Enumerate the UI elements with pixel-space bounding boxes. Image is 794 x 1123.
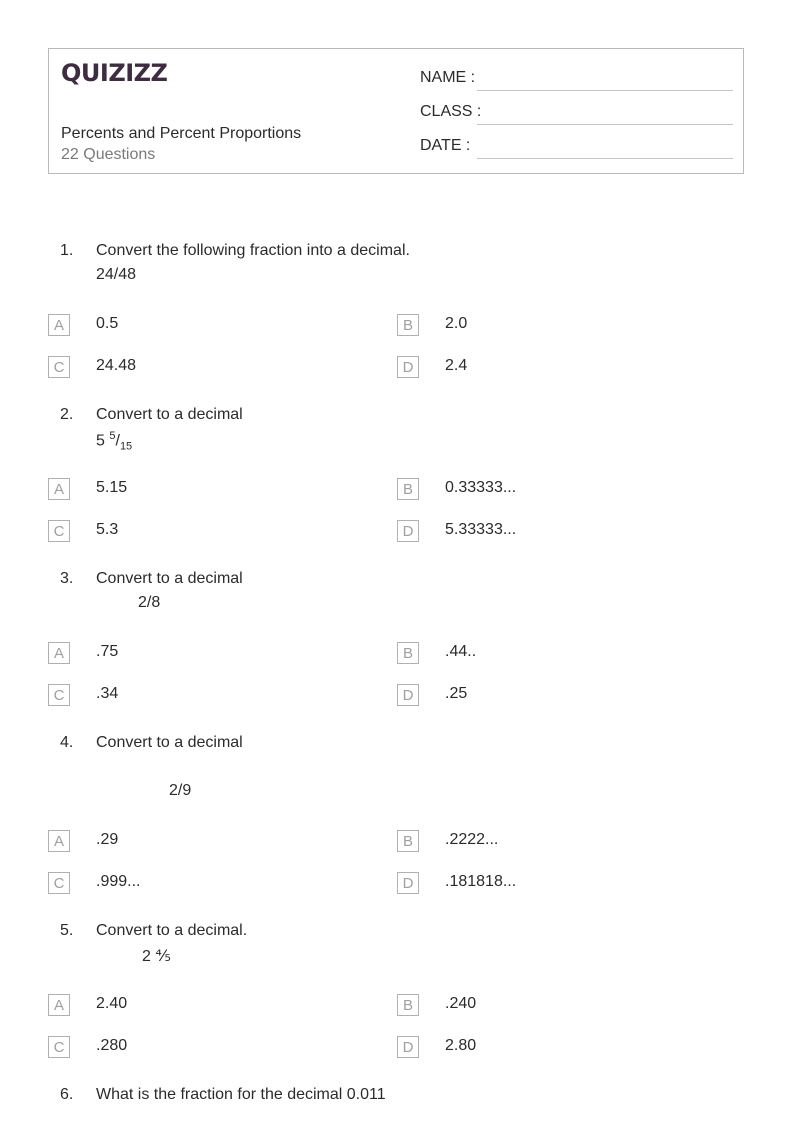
question-detail: 24/48 bbox=[96, 266, 137, 283]
option-a-box[interactable]: A bbox=[48, 478, 70, 500]
question-count: 22 Questions bbox=[61, 146, 156, 163]
question-text: What is the fraction for the decimal 0.011 bbox=[96, 1086, 386, 1103]
option-d-text: .181818... bbox=[445, 873, 517, 890]
date-label: DATE : bbox=[420, 137, 471, 154]
option-c-text: .999... bbox=[96, 873, 141, 890]
question-text: Convert to a decimal. bbox=[96, 922, 248, 939]
option-c-text: .34 bbox=[96, 685, 119, 702]
option-a-text: 0.5 bbox=[96, 315, 119, 332]
name-label: NAME : bbox=[420, 69, 476, 86]
option-a-box[interactable]: A bbox=[48, 994, 70, 1016]
question-number: 2. bbox=[60, 406, 74, 423]
option-d-box[interactable]: D bbox=[397, 520, 419, 542]
option-c-box[interactable]: C bbox=[48, 1036, 70, 1058]
option-b-text: .2222... bbox=[445, 831, 499, 848]
option-b-text: 2.0 bbox=[445, 315, 468, 332]
option-b-box[interactable]: B bbox=[397, 830, 419, 852]
option-c-text: 24.48 bbox=[96, 357, 137, 374]
mixed-denominator: 15 bbox=[119, 440, 133, 453]
question-detail bbox=[96, 430, 132, 453]
question-text: Convert to a decimal bbox=[96, 406, 243, 423]
question-detail: 2/9 bbox=[169, 782, 192, 799]
option-d-text: 2.80 bbox=[445, 1037, 477, 1054]
option-b-text: .240 bbox=[445, 995, 477, 1012]
option-d-text: .25 bbox=[445, 685, 468, 702]
question-text: Convert to a decimal bbox=[96, 570, 243, 587]
option-c-box[interactable]: C bbox=[48, 356, 70, 378]
date-line bbox=[477, 157, 733, 159]
question-detail: 2 ⅘ bbox=[142, 948, 171, 965]
option-b-text: 0.33333... bbox=[445, 479, 517, 496]
option-c-box[interactable]: C bbox=[48, 684, 70, 706]
question-text: Convert the following fraction into a decimal. bbox=[96, 242, 410, 259]
option-b-box[interactable]: B bbox=[397, 314, 419, 336]
option-a-box[interactable]: A bbox=[48, 314, 70, 336]
option-b-box[interactable]: B bbox=[397, 478, 419, 500]
name-line bbox=[477, 89, 733, 91]
option-a-box[interactable]: A bbox=[48, 830, 70, 852]
option-d-text: 2.4 bbox=[445, 357, 468, 374]
option-d-box[interactable]: D bbox=[397, 684, 419, 706]
option-b-box[interactable]: B bbox=[397, 642, 419, 664]
option-d-box[interactable]: D bbox=[397, 1036, 419, 1058]
option-c-text: 5.3 bbox=[96, 521, 119, 538]
option-a-text: 5.15 bbox=[96, 479, 128, 496]
option-b-box[interactable]: B bbox=[397, 994, 419, 1016]
mixed-slash: / bbox=[115, 432, 120, 450]
question-number: 4. bbox=[60, 734, 74, 751]
question-number: 1. bbox=[60, 242, 74, 259]
option-d-text: 5.33333... bbox=[445, 521, 517, 538]
option-b-text: .44.. bbox=[445, 643, 477, 660]
option-a-box[interactable]: A bbox=[48, 642, 70, 664]
class-line bbox=[477, 123, 733, 125]
option-a-text: .75 bbox=[96, 643, 119, 660]
class-label: CLASS : bbox=[420, 103, 482, 120]
option-d-box[interactable]: D bbox=[397, 872, 419, 894]
mixed-numerator: 5 bbox=[109, 430, 116, 442]
option-c-box[interactable]: C bbox=[48, 872, 70, 894]
logo-text: QUIZIZZ bbox=[61, 59, 168, 87]
question-number: 6. bbox=[60, 1086, 74, 1103]
option-d-box[interactable]: D bbox=[397, 356, 419, 378]
question-number: 5. bbox=[60, 922, 74, 939]
question-detail: 2/8 bbox=[138, 594, 161, 611]
quizizz-logo bbox=[61, 59, 167, 87]
question-number: 3. bbox=[60, 570, 74, 587]
option-a-text: 2.40 bbox=[96, 995, 128, 1012]
worksheet-title: Percents and Percent Proportions bbox=[61, 125, 302, 142]
option-c-text: .280 bbox=[96, 1037, 128, 1054]
option-c-box[interactable]: C bbox=[48, 520, 70, 542]
question-text: Convert to a decimal bbox=[96, 734, 243, 751]
worksheet-header bbox=[48, 48, 744, 174]
mixed-whole: 5 bbox=[96, 432, 105, 450]
option-a-text: .29 bbox=[96, 831, 119, 848]
